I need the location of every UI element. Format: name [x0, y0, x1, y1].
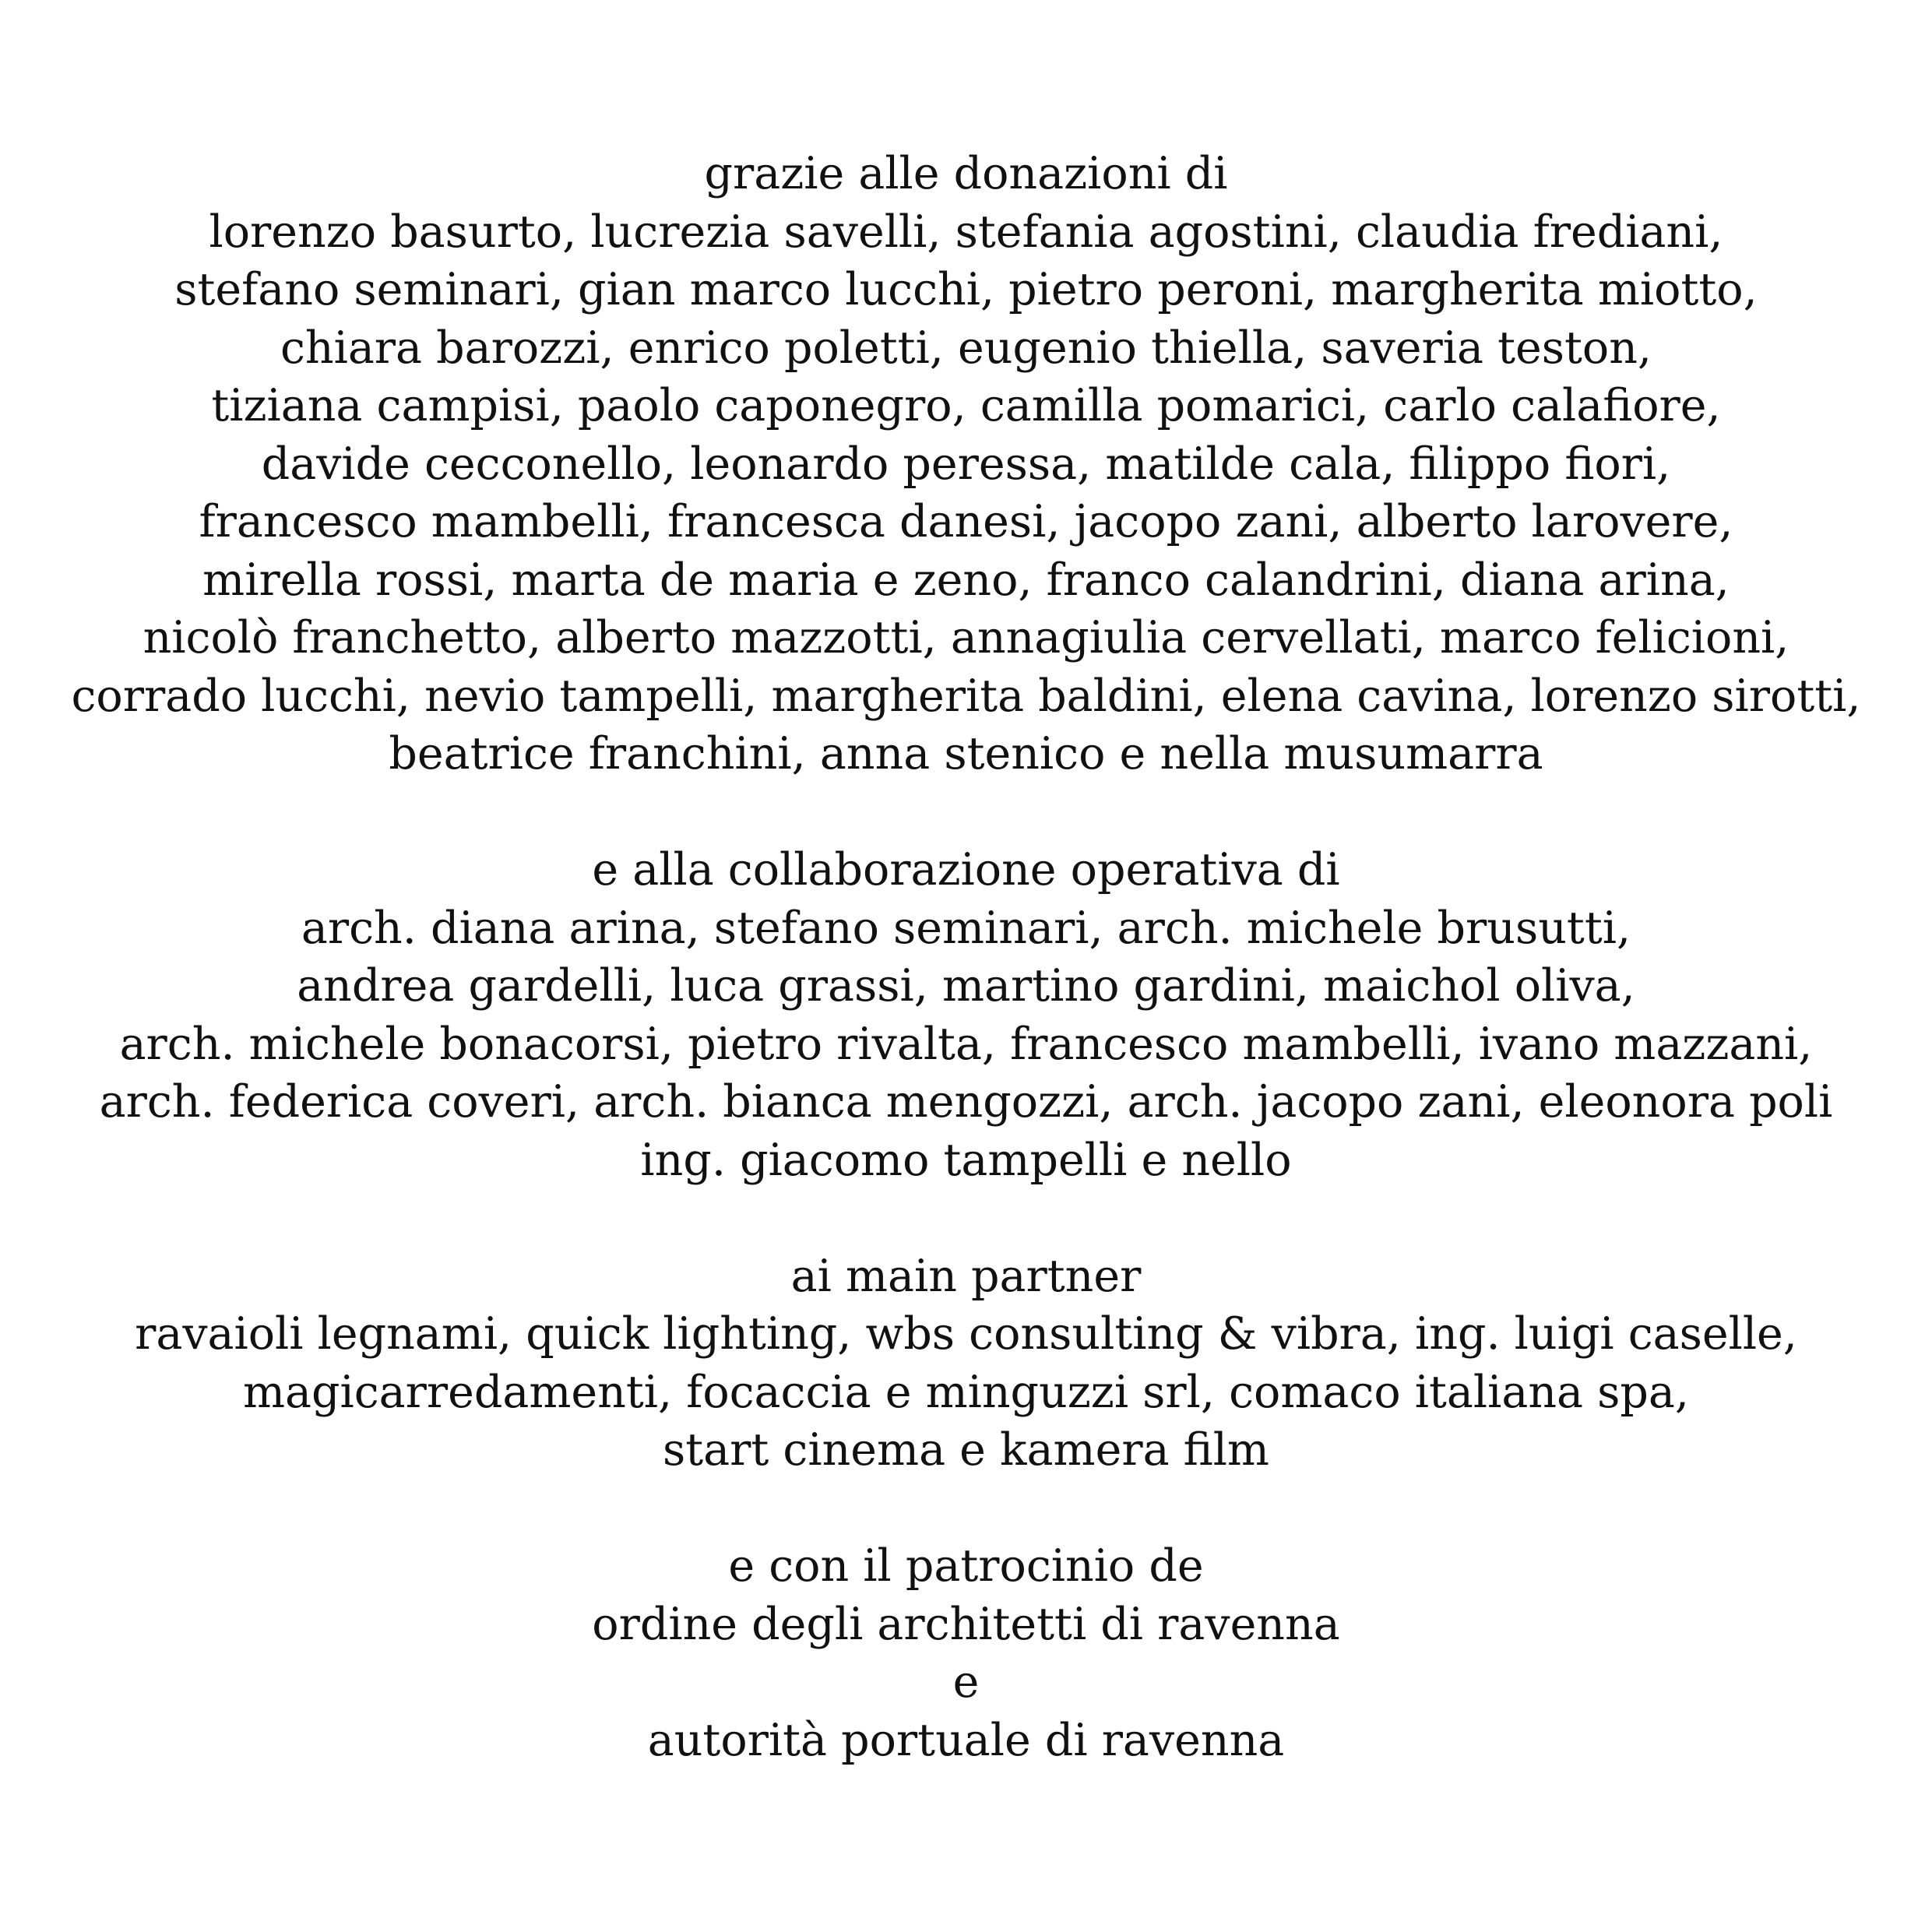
- credits-text: [0, 145, 1932, 1828]
- patronage-heading: e con il patrocinio de: [728, 1540, 1204, 1592]
- patronage-section: [0, 1537, 1932, 1769]
- patron-line: ordine degli architetti di ravenna: [592, 1598, 1340, 1650]
- donor-line: francesco mambelli, francesca danesi, jacopo zani, alberto larovere,: [199, 496, 1733, 547]
- patron-conjunction: e: [952, 1656, 980, 1708]
- collaboration-heading: e alla collaborazione operativa di: [592, 844, 1340, 896]
- donor-line: corrado lucchi, nevio tampelli, margherita baldini, elena cavina, lorenzo sirotti,: [71, 670, 1861, 722]
- collaboration-section: [0, 841, 1932, 1189]
- donor-line: tiziana campisi, paolo caponegro, camilla pomarici, carlo calafiore,: [211, 380, 1721, 431]
- partners-section: [0, 1248, 1932, 1480]
- collaborator-line: arch. diana arina, stefano seminari, arch. michele brusutti,: [301, 902, 1631, 954]
- collaborator-line: arch. michele bonacorsi, pietro rivalta, francesco mambelli, ivano mazzani,: [119, 1018, 1813, 1070]
- donations-section: [0, 145, 1932, 783]
- partner-line: ravaioli legnami, quick lighting, wbs consulting & vibra, ing. luigi caselle,: [135, 1308, 1797, 1360]
- partner-line: magicarredamenti, focaccia e minguzzi srl, comaco italiana spa,: [243, 1366, 1689, 1418]
- collaborator-line: andrea gardelli, luca grassi, martino gardini, maichol oliva,: [297, 960, 1635, 1012]
- partners-heading: ai main partner: [790, 1250, 1142, 1302]
- collaborator-line: ing. giacomo tampelli e nello: [640, 1134, 1292, 1186]
- donations-heading: grazie alle donazioni di: [704, 148, 1228, 199]
- donor-line: chiara barozzi, enrico poletti, eugenio thiella, saveria teston,: [280, 322, 1652, 374]
- partner-line: start cinema e kamera film: [663, 1424, 1269, 1476]
- donor-line: nicolò franchetto, alberto mazzotti, annagiulia cervellati, marco felicioni,: [143, 612, 1789, 663]
- donor-line: lorenzo basurto, lucrezia savelli, stefania agostini, claudia frediani,: [209, 206, 1723, 258]
- donor-line: davide cecconello, leonardo peressa, matilde cala, filippo fiori,: [261, 438, 1671, 490]
- patron-line: autorità portuale di ravenna: [647, 1714, 1285, 1766]
- donor-line: mirella rossi, marta de maria e zeno, franco calandrini, diana arina,: [202, 554, 1730, 606]
- collaborator-line: arch. federica coveri, arch. bianca mengozzi, arch. jacopo zani, eleonora poli: [99, 1076, 1833, 1128]
- donor-line: beatrice franchini, anna stenico e nella musumarra: [389, 728, 1543, 779]
- donor-line: stefano seminari, gian marco lucchi, pietro peroni, margherita miotto,: [174, 264, 1758, 315]
